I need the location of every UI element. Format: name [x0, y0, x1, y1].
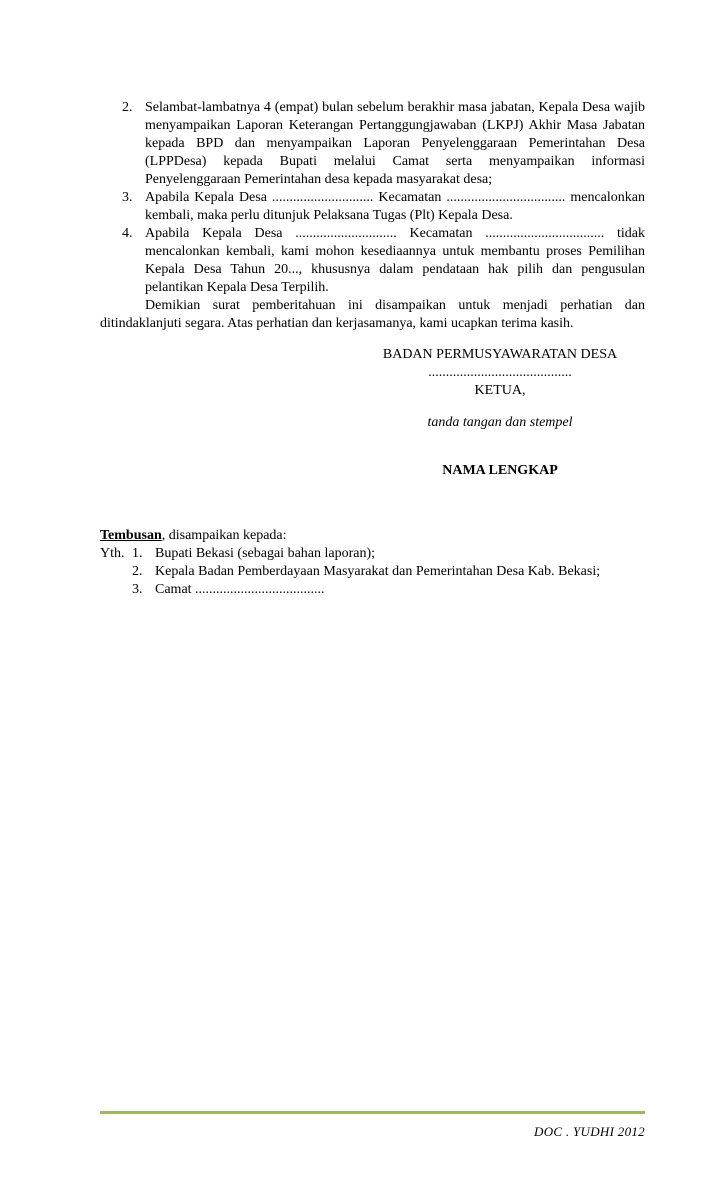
recipient-number: 1.	[132, 546, 143, 561]
closing-paragraph: Demikian surat pemberitahuan ini disampaikan untuk menjadi perhatian dan ditindaklanjuti segara. Atas perhatian dan kerjasamanya, kami ucapkan terima kasih.	[100, 298, 645, 331]
copy-recipients-title-rest: , disampaikan kepada:	[161, 528, 287, 543]
signature-organization: BADAN PERMUSYAWARATAN DESA	[382, 347, 618, 362]
recipient-prefix: Yth.	[100, 546, 125, 561]
list-item-text: Apabila Kepala Desa ............................. Kecamatan .................................. tidak mencalonkan kembali, kami mohon kesediaannya untuk membantu proses Pemilihan Kepala Desa Tahun 20..., khususnya dalam pendataan hak pilih dan pengusulan pelantikan Kepala Desa Terpilih.	[145, 226, 645, 295]
list-item-text: Selambat-lambatnya 4 (empat) bulan sebelum berakhir masa jabatan, Kepala Desa wajib menyampaikan Laporan Keterangan Pertanggungjawaban (LKPJ) Akhir Masa Jabatan kepada BPD dan menyampaikan Laporan Penyelenggaraan Pemerintahan Desa (LPPDesa) kepada Bupati melalui Camat serta menyampaikan informasi Penyelenggaraan Pemerintahan desa kepada masyarakat desa;	[145, 100, 645, 187]
signature-village-placeholder: .........................................	[428, 365, 572, 380]
list-item-text: Apabila Kepala Desa ............................. Kecamatan .................................. mencalonkan kembali, maka perlu ditunjuk Pelaksana Tugas (Plt) Kepala Desa.	[145, 190, 645, 223]
copy-recipients-section	[100, 527, 680, 599]
numbered-list	[100, 99, 645, 297]
list-item	[100, 99, 645, 189]
recipient-text: Bupati Bekasi (sebagai bahan laporan);	[155, 546, 376, 561]
list-item	[100, 189, 645, 225]
signature-role: KETUA,	[474, 383, 526, 398]
recipient-item	[100, 581, 680, 599]
footer-text: DOC . YUDHI 2012	[534, 1124, 645, 1139]
copy-recipients-heading	[100, 527, 680, 545]
copy-recipients-title: Tembusan	[100, 528, 162, 543]
recipient-number: 3.	[132, 582, 143, 597]
list-item-number: 4.	[122, 226, 133, 241]
footer-divider	[100, 1111, 645, 1114]
list-item	[100, 225, 645, 297]
signature-note: tanda tangan dan stempel	[427, 415, 573, 430]
recipient-item	[100, 545, 680, 563]
signature-name: NAMA LENGKAP	[442, 463, 558, 478]
list-item-number: 3.	[122, 190, 133, 205]
recipient-text: Camat .....................................	[155, 582, 325, 597]
recipient-item	[100, 563, 680, 581]
recipient-number: 2.	[132, 564, 143, 579]
recipient-text: Kepala Badan Pemberdayaan Masyarakat dan Pemerintahan Desa Kab. Bekasi;	[155, 564, 601, 579]
list-item-number: 2.	[122, 100, 133, 115]
